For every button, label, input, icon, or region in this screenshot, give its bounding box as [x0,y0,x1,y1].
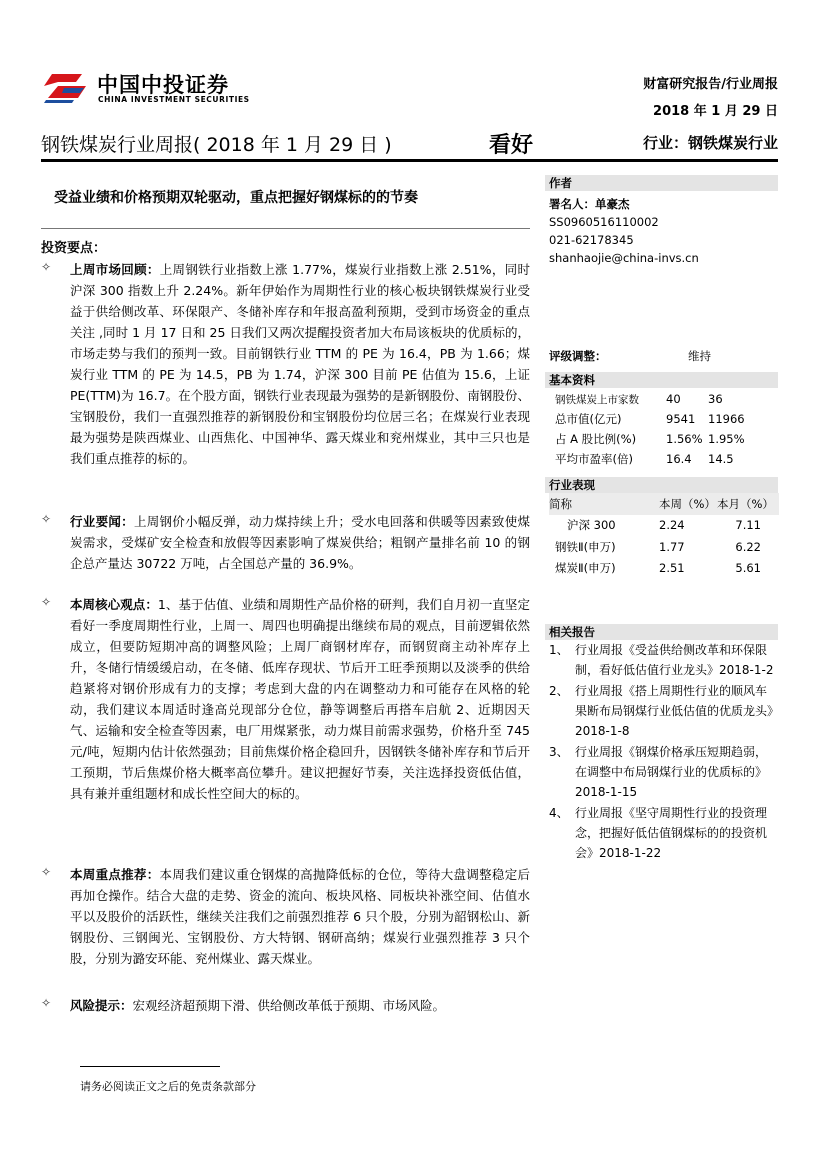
bullet-industry-news [41,511,530,574]
performance-header: 行业表现 [545,477,778,493]
report-number: 1、 [549,643,569,657]
bullet-body: 本周我们建议重仓钢煤的高抛降低标的仓位，等待大盘调整稳定后再加仓操作。结合大盘的走势、资金的流向、板块风格、同板块补涨空间、估值水平以及股价的活跃性，继续关注我们之前强烈推荐 6 只个股，分别为韶钢松山、新钢股份、三钢闽光、宝钢股份、方大特钢、钢研高纳；煤炭行业强烈推荐 3 只个股，分别为潞安环能、兖州煤业、露天煤业。 [70,867,530,966]
table-row [549,515,779,537]
report-title-link[interactable]: 行业周报《受益供给侧改革和环保限制，看好低估值行业龙头》2018-1-2 [575,643,774,677]
header-divider [41,159,778,162]
report-number: 4、 [549,806,569,820]
author-section-header: 作者 [545,175,778,191]
basic-label: 总市值(亿元) [555,412,622,426]
bullet-body: 1、基于估值、业绩和周期性产品价格的研判，我们自月初一直坚定看好一季度周期性行业，上周一、周四也明确提出继续布局的观点，目前逻辑依然成立，但要防短期冲高的调整风险；上周厂商钢材库存，而钢贸商主动补库存上升，冬储行情缓缓启动，在冬储、低库存现状、节后开工旺季预期以及淡季的供给趋紧将对钢价形成有力的支撑；考虑到大盘的内在调整动力和可能存在风格的轮动，我们建议本周适时逢高兑现部分仓位，静等调整后再搭车启航 2、近期因天气、运输和安全检查等因素，电厂用煤紧张，动力煤目前需求强势，价格升至 745 元/吨，短期内估计依然强劲；目前焦煤价格企稳回升，因钢铁冬储补库存和节后开工预期，节后焦煤价格大概率高位攀升。建议把握好节奏，关注选择投资低估值，具有兼并重组题材和成长性空间大的标的。 [70,597,530,801]
author-phone: 021-62178345 [549,233,634,247]
perf-month: 7.11 [735,518,761,533]
col-week-header: 本周（%） [659,496,716,511]
author-email[interactable]: shanhaojie@china-invs.cn [549,251,699,265]
table-row [555,429,745,449]
basic-value-steel: 9541 [666,412,696,426]
col-month-header: 本月（%） [717,496,774,511]
report-number: 2、 [549,684,569,698]
table-row [549,558,779,580]
rating-badge: 看好 [489,133,534,158]
basic-value-steel: 16.4 [666,452,692,466]
report-title: 钢铁煤炭行业周报( 2018 年 1 月 29 日 ) [41,134,392,156]
report-number: 3、 [549,745,569,759]
diamond-bullet-icon: ✧ [41,512,52,526]
table-row [549,536,779,558]
headline: 受益业绩和价格预期双轮驱动，重点把握好钢煤标的的节奏 [54,190,418,206]
table-row [555,449,745,469]
related-report-item[interactable] [545,681,778,741]
perf-week: 1.77 [659,539,685,554]
industry-label: 行业：钢铁煤炭行业 [642,134,778,152]
bullet-label: 行业要闻： [70,514,134,529]
related-report-item[interactable] [545,803,778,863]
perf-name: 钢铁Ⅱ(申万) [555,539,616,554]
bullet-label: 本周重点推荐： [70,867,160,882]
basic-info-table [555,389,745,469]
basic-label: 钢铁煤炭上市家数 [555,393,639,406]
related-reports-list [545,640,778,864]
basic-info-header: 基本资料 [545,372,778,388]
bullet-risk [41,995,530,1016]
table-header-row [549,493,779,515]
perf-week: 2.24 [659,518,685,533]
basic-value-coal: 36 [708,392,723,406]
footer-disclaimer: 请务必阅读正文之后的免责条款部分 [80,1080,256,1093]
diamond-bullet-icon: ✧ [41,996,52,1010]
performance-table [549,493,779,579]
company-logo-icon [44,72,90,104]
report-date: 2018 年 1 月 29 日 [653,104,778,119]
diamond-bullet-icon: ✧ [41,260,52,274]
bullet-core-view [41,594,530,804]
perf-month: 6.22 [735,539,761,554]
basic-value-steel: 40 [666,392,681,406]
bullet-label: 风险提示： [70,998,133,1013]
perf-month: 5.61 [735,561,761,576]
bullet-body: 宏观经济超预期下滑、供给侧改革低于预期、市场风险。 [132,998,446,1013]
table-row [555,409,745,429]
footer-divider [80,1066,220,1067]
basic-value-coal: 14.5 [708,452,734,466]
company-name-cn: 中国中投证券 [97,73,229,97]
table-row [555,389,745,409]
col-name-header: 简称 [549,496,572,511]
report-title-link[interactable]: 行业周报《搭上周期性行业的顺风车果断布局钢煤行业低估值的优质龙头》2018-1-8 [575,684,774,738]
author-cert: SS0960516110002 [549,215,659,229]
basic-label: 占 A 股比例(%) [555,432,637,446]
basic-value-steel: 1.56% [666,432,703,446]
diamond-bullet-icon: ✧ [41,595,52,609]
perf-name: 煤炭Ⅱ(申万) [555,561,616,576]
rating-adjust-value: 维持 [688,349,711,363]
bullet-market-review [41,259,530,469]
perf-week: 2.51 [659,561,685,576]
bullet-label: 本周核心观点： [70,597,158,612]
basic-value-coal: 11966 [708,412,745,426]
related-report-item[interactable] [545,640,778,680]
report-title-link[interactable]: 行业周报《坚守周期性行业的投资理念，把握好低估值钢煤标的的投资机会》2018-1-22 [575,806,768,860]
related-reports-header: 相关报告 [545,624,778,640]
basic-value-coal: 1.95% [708,432,745,446]
related-report-item[interactable] [545,742,778,802]
author-name: 署名人：单豪杰 [549,197,630,211]
report-title-link[interactable]: 行业周报《钢煤价格承压短期趋弱，在调整中布局钢煤行业的优质标的》2018-1-15 [575,745,768,799]
bullet-recommendations [41,864,530,969]
headline-divider [41,228,530,229]
perf-name: 沪深 300 [567,518,616,533]
bullet-body: 上周钢铁行业指数上涨 1.77%，煤炭行业指数上涨 2.51%，同时沪深 300 指数上升 2.24%。新年伊始作为周期性行业的核心板块钢铁煤炭行业受益于供给侧改革、环保限产、冬储补库存和年报高盈利预期，受到市场资金的重点关注 ,同时 1 月 17 日和 25 日我们又两次提醒投资者加大布局该板块的优质标的，市场走势与我们的预判一致。目前钢铁行业 TTM 的 PE 为 16.4，PB 为 1.66；煤炭行业 TTM 的 PE 为 14.5，PB 为 1.74，沪深 300 目前 PE 估值为 15.6，上证 PE(TTM)为 16.7。在个股方面，钢铁行业表现最为强势的是新钢股份、南钢股份、宝钢股份，我们一直强烈推荐的新钢股份和宝钢股份均位居三名；在煤炭行业表现最为强势是陕西煤业、山西焦化、中国神华、露天煤业和兖州煤业，其中三只也是我们重点推荐的标的。 [70,262,530,466]
report-type: 财富研究报告/行业周报 [643,77,778,92]
diamond-bullet-icon: ✧ [41,865,52,879]
investment-points-title: 投资要点： [41,241,107,256]
bullet-body: 上周钢价小幅反弹，动力煤持续上升；受水电回落和供暖等因素致使煤炭需求，受煤矿安全检查和放假等因素影响了煤炭供给；粗钢产量排名前 10 的钢企总产量达 30722 万吨，占全国总产量的 36.9%。 [70,514,530,571]
company-name-en: CHINA INVESTMENT SECURITIES [98,95,250,104]
bullet-label: 上周市场回顾： [70,262,160,277]
basic-label: 平均市盈率(倍) [555,452,633,466]
rating-adjust-label: 评级调整： [549,349,607,363]
